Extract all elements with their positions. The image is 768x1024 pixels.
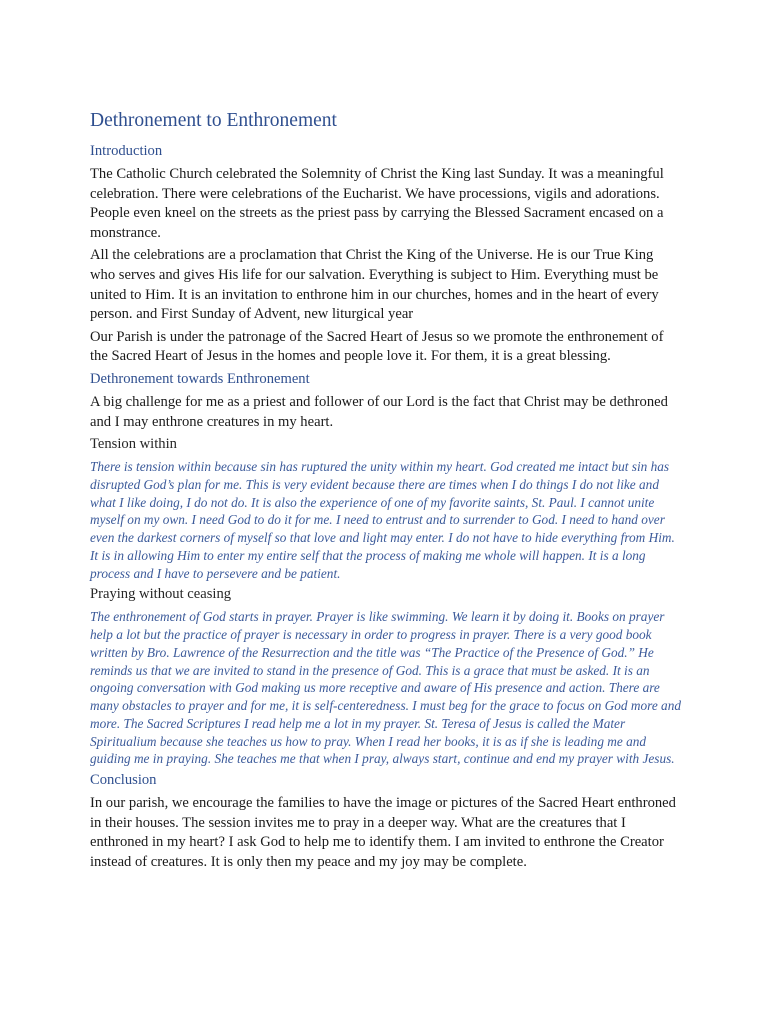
section-heading-tension-within: Tension within (90, 436, 177, 453)
document-title: Dethronement to Enthronement (90, 110, 337, 131)
quote-paragraph: The enthronement of God starts in prayer. Prayer is like swimming. We learn it by doing it. Books on prayer help a lot but the practice of prayer is necessary in order to progress in prayer. There is a very good book written by Bro. Lawrence of the Resurrection and the title was “The Practice of the Presence of God.” He reminds us that we are invited to stand in the presence of God. This is a grace that must be asked. It is an ongoing conversation with God making us more receptive and aware of His presence and action. There are many obstacles to prayer and for me, it is self-centeredness. I must beg for the grace to focus on God more and more. The Sacred Scriptures I read help me a lot in my prayer. St. Teresa of Jesus is called the Mater Spiritualium because she teaches us how to pray. When I read her books, it is as if she is leading me and guiding me in praying. She teaches me that when I pray, always start, continue and end my prayer with Jesus. (90, 609, 682, 767)
section-dethronement (90, 370, 682, 432)
section-praying (90, 585, 682, 768)
paragraph: Our Parish is under the patronage of the Sacred Heart of Jesus so we promote the enthronement of the Sacred Heart of Jesus in the homes and people love it. For them, it is a great blessing. (90, 328, 664, 365)
section-heading-praying: Praying without ceasing (90, 586, 232, 603)
quote-paragraph: There is tension within because sin has ruptured the unity within my heart. God created me intact but sin has disrupted God’s plan for me. This is very evident because there are times when I do things I do not like and what I like doing, I do not do. It is also the experience of one of my favorite saints, St. Paul. I cannot unite myself on my own. I need God to do it for me. I need to entrust and to surrender to God. I need to hand over even the darkest corners of myself so that love and light may enter. I do not have to hide everything from Him. It is in allowing Him to enter my entire self that the process of making me whole will happen. It is a long process and I have to persevere and be patient. (90, 459, 675, 581)
paragraph: A big challenge for me as a priest and follower of our Lord is the fact that Christ may be dethroned and I may enthrone creatures in my heart. (90, 393, 668, 430)
paragraph: All the celebrations are a proclamation that Christ the King of the Universe. He is our True King who serves and gives His life for our salvation. Everything is subject to Him. Everything must be united to Him. It is an invitation to enthrone him in our churches, homes and in the heart of every person. and First Sunday of Advent, new liturgical year (90, 247, 659, 323)
section-introduction (90, 142, 682, 367)
paragraph: The Catholic Church celebrated the Solemnity of Christ the King last Sunday. It was a meaningful celebration. There were celebrations of the Eucharist. We have processions, vigils and adorations. People even kneel on the streets as the priest pass by carrying the Blessed Sacrament encased on a monstrance. (90, 166, 664, 241)
section-heading-conclusion: Conclusion (90, 772, 157, 789)
document-page (90, 108, 682, 876)
paragraph: In our parish, we encourage the families to have the image or pictures of the Sacred Heart enthroned in their houses. The session invites me to pray in a deeper way. What are the creatures that I enthroned in my heart? I ask God to help me to identify them. I am invited to enthrone the Creator instead of creatures. It is only then my peace and my joy may be complete. (90, 795, 676, 870)
section-conclusion (90, 771, 682, 872)
section-heading-dethronement: Dethronement towards Enthronement (90, 370, 310, 387)
section-heading-introduction: Introduction (90, 143, 163, 159)
section-tension-within (90, 435, 682, 582)
